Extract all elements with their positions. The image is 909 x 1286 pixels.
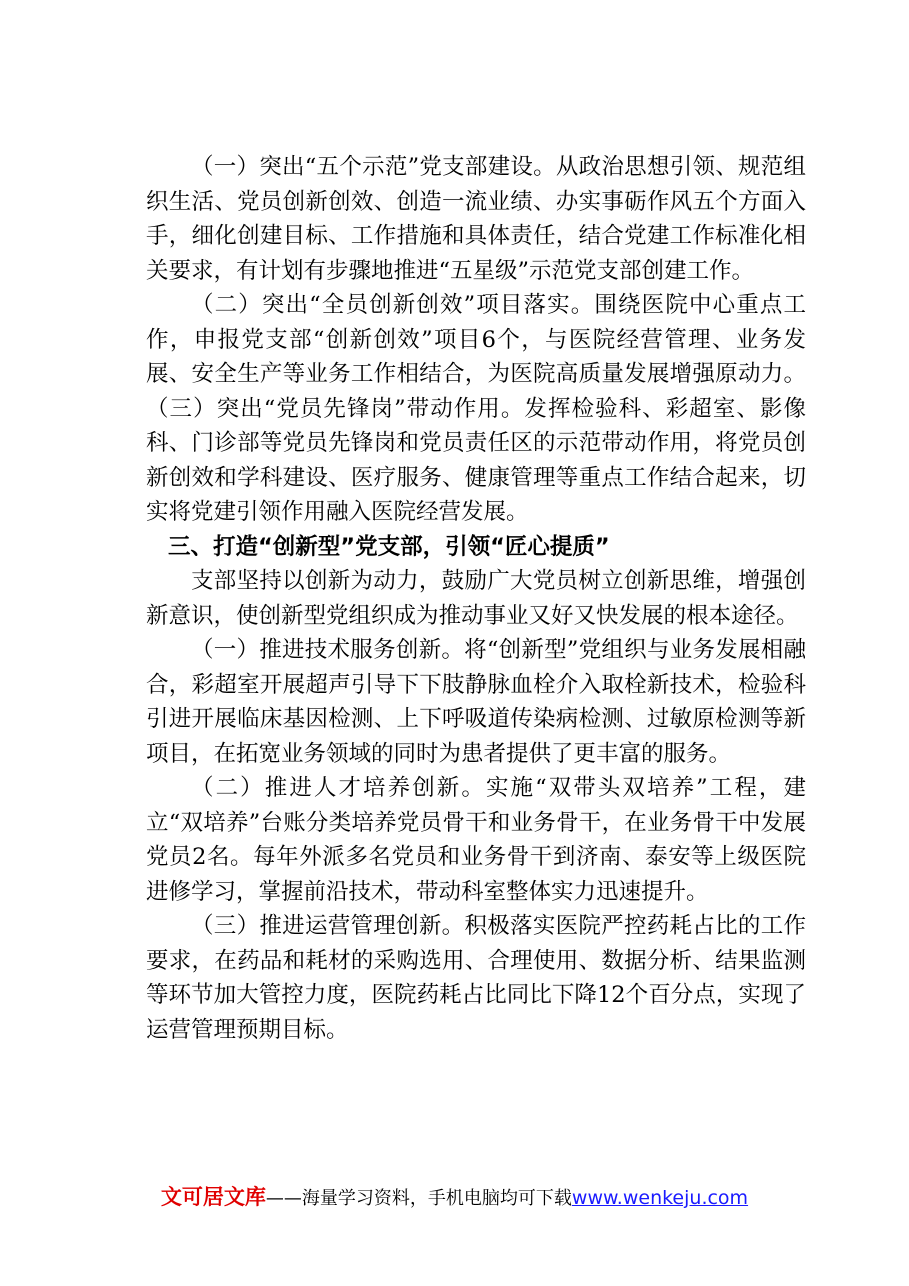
footer-brand: 文可居文库 xyxy=(160,1185,266,1209)
section-heading-innovative-branch: 三、打造“创新型”党支部，引领“匠心提质” xyxy=(168,533,610,560)
paragraph-innovation-intro: 支部坚持以创新为动力，鼓励广大党员树立创新思维，增强创新意识，使创新型党组织成为推动事业又好又快发展的根本途径。 xyxy=(146,568,806,629)
footer-website-link[interactable]: www.wenkeju.com xyxy=(571,1187,749,1209)
paragraph-talent-training: （二）推进人才培养创新。实施“双带头双培养”工程，建立“双培养”台账分类培养党员骨干和业务骨干，在业务骨干中发展党员2名。每年外派多名党员和业务骨干到济南、泰安等上级医院进修学习，掌握前沿技术，带动科室整体实力迅速提升。 xyxy=(146,775,806,905)
paragraph-innovation-projects: （二）突出“全员创新创效”项目落实。围绕医院中心重点工作，申报党支部“创新创效”项目6个，与医院经营管理、业务发展、安全生产等业务工作相结合，为医院高质量发展增强原动力。（三）突出“党员先锋岗”带动作用。发挥检验科、彩超室、影像科、门诊部等党员先锋岗和党员责任区的示范带动作用，将党员创新创效和学科建设、医疗服务、健康管理等重点工作结合起来，切实将党建引领作用融入医院经营发展。 xyxy=(146,292,806,525)
footer-banner xyxy=(0,1182,909,1214)
paragraph-five-demonstrations: （一）突出“五个示范”党支部建设。从政治思想引领、规范组织生活、党员创新创效、创造一流业绩、办实事砺作风五个方面入手，细化创建目标、工作措施和具体责任，结合党建工作标准化相关要求，有计划有步骤地推进“五星级”示范党支部创建工作。 xyxy=(146,154,806,284)
document-body xyxy=(146,150,806,1047)
paragraph-operations-management: （三）推进运营管理创新。积极落实医院严控药耗占比的工作要求，在药品和耗材的采购选用、合理使用、数据分析、结果监测等环节加大管控力度，医院药耗占比同比下降12个百分点，实现了运营管理预期目标。 xyxy=(146,913,806,1043)
paragraph-technical-service: （一）推进技术服务创新。将“创新型”党组织与业务发展相融合，彩超室开展超声引导下下肢静脉血栓介入取栓新技术，检验科引进开展临床基因检测、上下呼吸道传染病检测、过敏原检测等新项目，在拓宽业务领域的同时为患者提供了更丰富的服务。 xyxy=(146,637,806,767)
footer-tagline: ——海量学习资料，手机电脑均可下载 xyxy=(265,1188,572,1209)
